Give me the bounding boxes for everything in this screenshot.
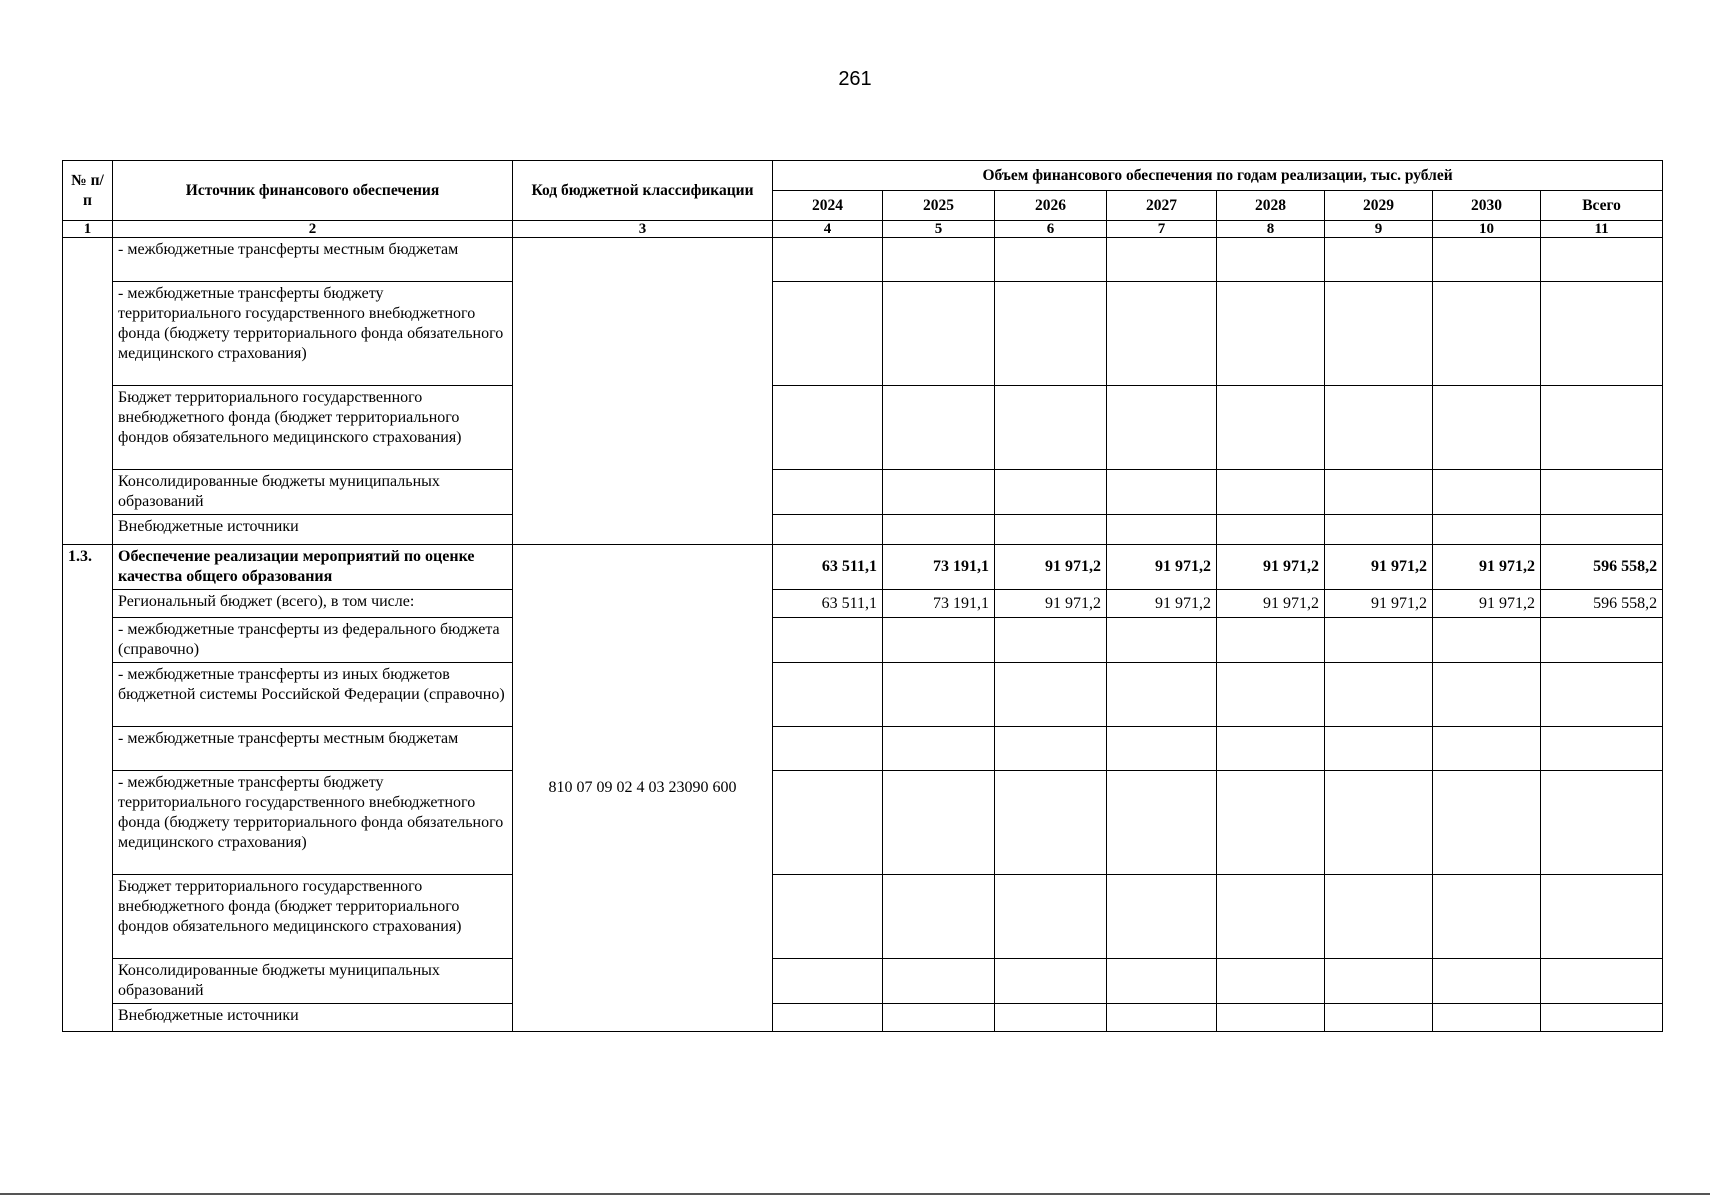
header-year: 2026 [995, 191, 1107, 221]
header-source: Источник финансового обеспечения [113, 161, 513, 221]
table-row [63, 545, 1663, 590]
index-cell [63, 238, 113, 545]
column-number: 7 [1107, 221, 1217, 238]
value-cell: 91 971,2 [995, 545, 1107, 590]
column-number: 8 [1217, 221, 1325, 238]
header-code: Код бюджетной классификации [513, 161, 773, 221]
header-number: № п/п [63, 161, 113, 221]
source-cell: Внебюджетные источники [113, 515, 513, 545]
total-cell: 596 558,2 [1541, 545, 1663, 590]
header-year: 2028 [1217, 191, 1325, 221]
header-year: 2030 [1433, 191, 1541, 221]
table-row [63, 386, 1663, 470]
table-row [63, 663, 1663, 727]
budget-code: 810 07 09 02 4 03 23090 600 [513, 545, 773, 1032]
value-cell: 73 191,1 [883, 545, 995, 590]
column-number: 11 [1541, 221, 1663, 238]
table-row [63, 515, 1663, 545]
value-cell: 91 971,2 [1217, 545, 1325, 590]
value-cell: 63 511,1 [773, 590, 883, 618]
financing-table [62, 160, 1663, 1032]
column-number: 9 [1325, 221, 1433, 238]
header-year: 2025 [883, 191, 995, 221]
value-cell: 91 971,2 [1217, 590, 1325, 618]
source-cell: - межбюджетные трансферты из федерального бюджета (справочно) [113, 618, 513, 663]
table-row [63, 618, 1663, 663]
header-year: 2027 [1107, 191, 1217, 221]
page-number: 261 [838, 68, 872, 90]
measure-title: Обеспечение реализации мероприятий по оценке качества общего образования [113, 545, 513, 590]
source-cell: - межбюджетные трансферты бюджету территориального государственного внебюджетного фонда (бюджету территориального фонда обязательного медицинского страхования) [113, 282, 513, 386]
column-number: 4 [773, 221, 883, 238]
column-number-row [63, 221, 1663, 238]
value-cell: 91 971,2 [1433, 545, 1541, 590]
column-number: 2 [113, 221, 513, 238]
total-cell: 596 558,2 [1541, 590, 1663, 618]
table-row [63, 282, 1663, 386]
table-row [63, 470, 1663, 515]
table-row [63, 238, 1663, 282]
table-row [63, 1004, 1663, 1032]
table-row [63, 959, 1663, 1004]
scan-edge-line [0, 1193, 1710, 1195]
column-number: 10 [1433, 221, 1541, 238]
source-cell: - межбюджетные трансферты бюджету территориального государственного внебюджетного фонда (бюджету территориального фонда обязательного медицинского страхования) [113, 771, 513, 875]
value-cell: 91 971,2 [1325, 545, 1433, 590]
code-cell [513, 238, 773, 545]
value-cell: 91 971,2 [995, 590, 1107, 618]
value-cell: 63 511,1 [773, 545, 883, 590]
column-number: 1 [63, 221, 113, 238]
header-year: 2024 [773, 191, 883, 221]
column-number: 6 [995, 221, 1107, 238]
table-row [63, 727, 1663, 771]
value-cell: 73 191,1 [883, 590, 995, 618]
value-cell: 91 971,2 [1107, 545, 1217, 590]
column-number: 3 [513, 221, 773, 238]
table-row [63, 771, 1663, 875]
table-row [63, 875, 1663, 959]
source-cell: - межбюджетные трансферты местным бюджетам [113, 727, 513, 771]
source-cell: Внебюджетные источники [113, 1004, 513, 1032]
header-volume: Объем финансового обеспечения по годам реализации, тыс. рублей [773, 161, 1663, 191]
value-cell: 91 971,2 [1433, 590, 1541, 618]
source-cell: Бюджет территориального государственного внебюджетного фонда (бюджет территориального фондов обязательного медицинского страхования) [113, 386, 513, 470]
source-cell: - межбюджетные трансферты местным бюджетам [113, 238, 513, 282]
source-cell: Консолидированные бюджеты муниципальных образований [113, 959, 513, 1004]
source-cell: - межбюджетные трансферты из иных бюджетов бюджетной системы Российской Федерации (справочно) [113, 663, 513, 727]
table-row [63, 590, 1663, 618]
source-cell: Региональный бюджет (всего), в том числе: [113, 590, 513, 618]
header-year: 2029 [1325, 191, 1433, 221]
value-cell: 91 971,2 [1325, 590, 1433, 618]
column-number: 5 [883, 221, 995, 238]
source-cell: Консолидированные бюджеты муниципальных образований [113, 470, 513, 515]
value-cell: 91 971,2 [1107, 590, 1217, 618]
source-cell: Бюджет территориального государственного внебюджетного фонда (бюджет территориального фондов обязательного медицинского страхования) [113, 875, 513, 959]
header-total: Всего [1541, 191, 1663, 221]
row-index: 1.3. [63, 545, 113, 1032]
